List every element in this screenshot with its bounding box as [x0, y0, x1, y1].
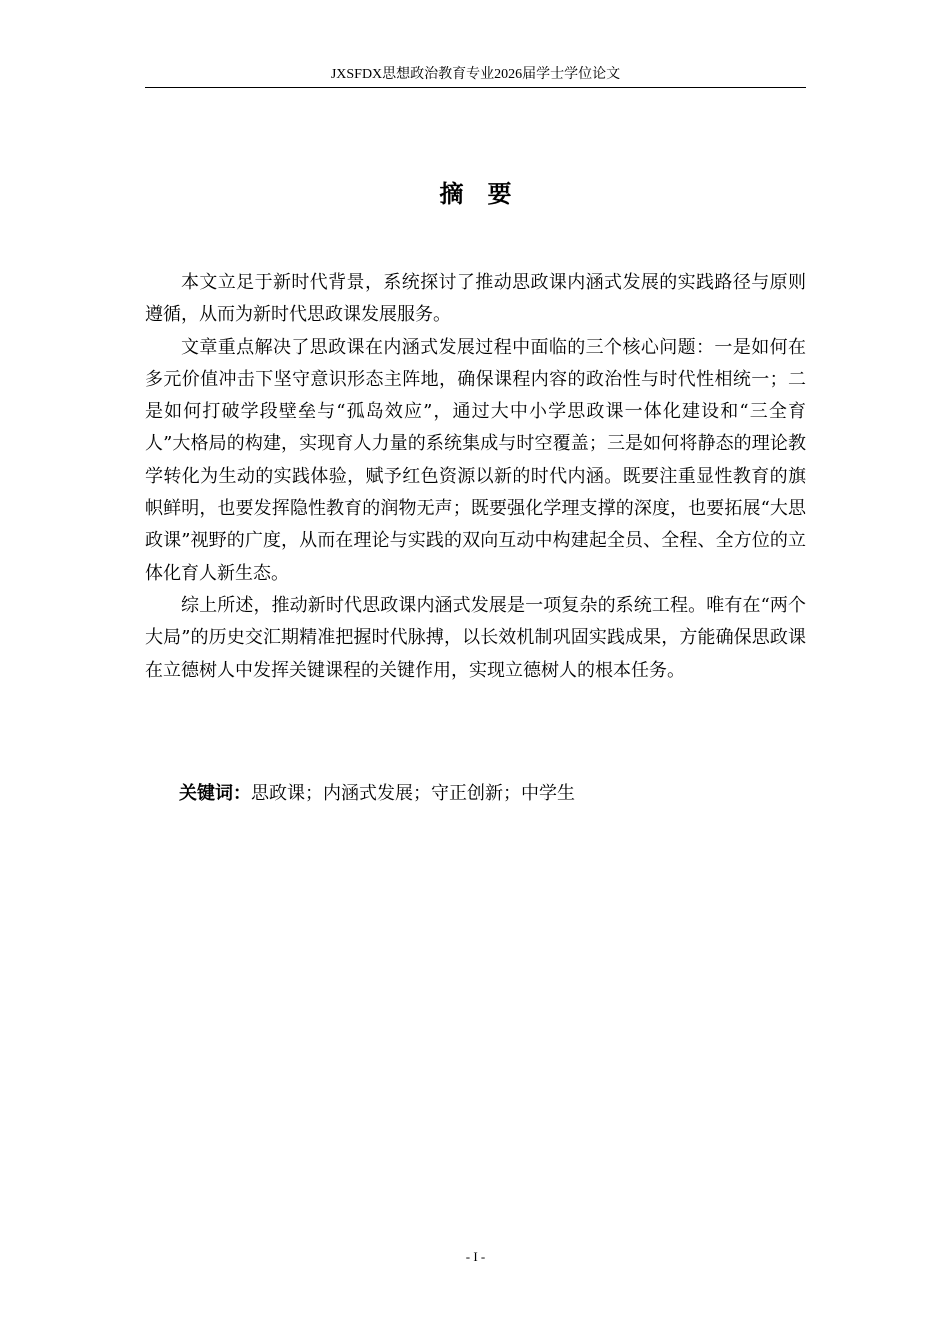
page-number: - I -	[465, 1249, 486, 1264]
abstract-title: 摘要	[439, 180, 536, 208]
abstract-paragraph-3: 综上所述，推动新时代思政课内涵式发展是一项复杂的系统工程。唯有在“两个大局”的历史交汇期精准把握时代脉搏，以长效机制巩固实践成果，方能确保思政课在立德树人中发挥关键课程的关键作用，实现立德树人的根本任务。	[145, 594, 806, 681]
abstract-paragraph-2: 文章重点解决了思政课在内涵式发展过程中面临的三个核心问题：一是如何在多元价值冲击下坚守意识形态主阵地，确保课程内容的政治性与时代性相统一；二是如何打破学段壁垒与“孤岛效应”，通过大中小学思政课一体化建设和“三全育人”大格局的构建，实现育人力量的系统集成与时空覆盖；三是如何将静态的理论教学转化为生动的实践体验，赋予红色资源以新的时代内涵。既要注重显性教育的旗帜鲜明，也要发挥隐性教育的润物无声；既要强化学理支撑的深度，也要拓展“大思政课”视野的广度，从而在理论与实践的双向互动中构建起全员、全程、全方位的立体化育人新生态。	[145, 336, 806, 584]
header-divider	[145, 87, 806, 88]
keywords-label: 关键词：	[179, 783, 251, 804]
keywords-line	[179, 780, 575, 808]
keywords-text: 思政课；内涵式发展；守正创新；中学生	[251, 783, 575, 804]
abstract-paragraph-1: 本文立足于新时代背景，系统探讨了推动思政课内涵式发展的实践路径与原则遵循，从而为新时代思政课发展服务。	[145, 272, 806, 326]
running-header: JXSFDX思想政治教育专业2026届学士学位论文	[330, 67, 621, 82]
abstract-body	[145, 267, 806, 687]
